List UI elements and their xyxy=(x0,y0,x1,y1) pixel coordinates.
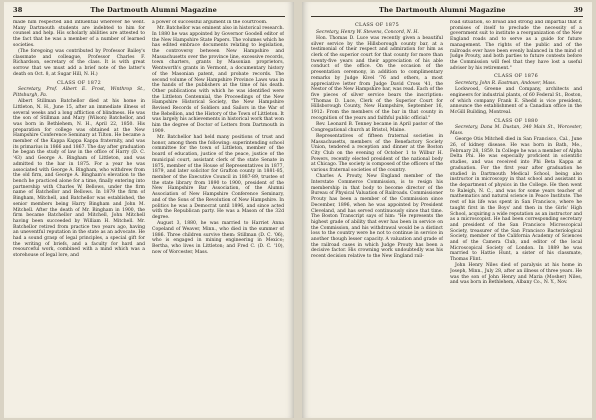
left-column-1 xyxy=(13,20,145,418)
paragraph: Mr. Batchellor had held many positions of trust and honor, among them the following: superintending school committee for the town of Littleton, member of the board of education, justice of the peace, justice of the municipal court, assistant clerk of the state Senate in 1875, member of the House of Representatives in 1877, 1879, and later solicitor for Grafton county in 1881-85, member of the Executive Council in 1887-89, trustee of the state library from 1890 to 1900, president of the New Hampshire Bar Association, of the Alumni Association of New Hampshire Conference Seminary, and of the Sons of the Revolution of New Hampshire. In politics he was a Democrat until 1896, and since acted with the Republican party. He was a Mason of the 32d degree. xyxy=(152,135,284,220)
paragraph: road situation, so broad and strong and impartial that it promises of itself to preclude the necessity of a government suit to institute a reorganization of the New England roads and to serve as a guide for future management. The rights of the public and of the railroads ever have been evenly balanced in the mind of Judge Prouty, and both parties to future contests before the Commission will feel that they have lost a useful adviser by his retirement." xyxy=(450,20,582,71)
paragraph: a power of successful argument in the courtroom. xyxy=(152,20,268,25)
right-column-1 xyxy=(311,20,443,418)
right-running-title: The Dartmouth Alumni Magazine xyxy=(379,6,506,14)
left-page-number: 38 xyxy=(13,6,23,14)
paragraph: August 3, 1880, he was married to Harriet Anna Copeland of Weaver, Minn., who died in the summer of 1886. Three children survive them: Stillman (D. C. '06), who is engaged in mining engineering in Mexico; Bertha, who lives in Littleton; and Fred C. (D. C. '10), now of Worcester, Mass. xyxy=(152,221,284,255)
right-column-2 xyxy=(450,20,582,418)
right-running-head xyxy=(311,6,583,17)
paragraph: made him respected and influential wherever he went. Many Dartmouth students are indebted to him for counsel and help. His scholarly abilities are attested to the fact that he was a member of a number of learned societies. xyxy=(13,20,145,48)
right-page-number: 39 xyxy=(573,6,583,14)
paragraph: (The foregoing was contributed by Professor Bailey's classmate and colleague, Professor Charles F. Richardson, secretary of the class. It is with great sorrow that we must add a brief note of the latter's death on Oct. 8, at Sugar Hill, N. H.) xyxy=(13,49,145,77)
paragraph: John Henry Niles died of paralysis at his home in Joseph, Minn., July 28, after an illness of three years. He was the son of John Henry and Maria (Mosher) Niles, and was born in Bethlehem, Albany Co., N. Y., Nov. xyxy=(450,263,582,286)
class-secretary-line: Secretary, Dana M. Dustan, 340 Main St., Worcester, Mass. xyxy=(450,125,582,137)
class-heading: CLASS OF 1880 xyxy=(494,117,538,124)
class-heading: CLASS OF 1875 xyxy=(355,22,399,28)
paragraph: Lockwood, Greene and Company, architects and engineers for industrial plants, of 60 Federal St., Boston, of which company Frank E. Shedd is vice president, announce the establishment of a Canadian office in the McGill Building, Montreal. xyxy=(450,87,582,116)
class-heading: CLASS OF 1872 xyxy=(57,79,101,86)
paragraph: Hon. Thomas D. Luce was recently given a beautiful silver service by the Hillsborough county bar, at a testimonial of their respect and admiration for him as clerk of the superior court for that county for more than twenty-five years and their appreciation of his able conduct of the office. On the occasion of the presentation ceremony, in addition to complimentary remarks by Judge Kivel '76 and others, a most appreciative letter from Judge David Cross '41, the Nestor of the New Hampshire bar, was read. Each of the five pieces of silver service bears the inscription: "Thomas D. Luce, Clerk of the Superior Court for Hillsborough County, New Hampshire, September 16, 1912: From the members of the bar in that county in recognition of the years and faithful public official." xyxy=(311,35,443,121)
class-secretary-line: Secretary, John R. Eastman, Andover, Mass. xyxy=(455,81,557,87)
right-page xyxy=(302,2,592,418)
left-column-2 xyxy=(152,20,284,418)
paragraph: George Otis Mitchell died in San Francisco, Cal., June 26, of kidney disease. He was born in Bath, Me., February 28, 1859. In College he was a member of Alpha Delta Phi. He was especially proficient in scientific studies, and was received into Phi Beta Kappa at graduation. For the first year after graduation he studied in Dartmouth Medical School, being also instructor in microscopy in that school and assistant in the department of physics in the College. He then went to Raleigh, N. C., and was for some years teacher of mathematics and natural science in Peace Institute. The rest of his life was spent in San Francisco, where he taught first in the Boys' and then in the Girls' High School, acquiring a wide reputation as an instructor and as a microscopist. He had been corresponding secretary and president of the San Francisco Microscopical Society, treasurer of the San Francisco Bacteriological Society, member of the California Academy of Sciences and of the Camera Club, and editor of the local Microscopical Society of London. In 1889 he was married to Hattie Hunt, a sister of his classmate, Thomas Flint. xyxy=(450,137,582,263)
paragraph: Mr. Batchellor was eminent also in historical research. In 1880 he was appointed by Governor Goodell editor of the New Hampshire State Papers. The volumes which he has edited embrace documents relating to legislation, the controversy between New Hampshire and Massachusetts over the province line, excessive records, town charters, grants by Masonian proprietors, Wentworth's grants in Vermont, a documentary history of the Masonian patent, and probate records. The second volume of New Hampshire Province Laws was in the hands of the publishers at the time of his death. Other publications with which he was identified were the Littleton Centennial, the Proceedings of the New Hampshire Historical Society, the New Hampshire Revised Records of Soldiers and Sailors in the War of the Rebellion, and the History of the Town of Littleton. It was largely his achievements in historical work that won him the degree of Doctor of Letters from Dartmouth in 1909. xyxy=(152,26,284,134)
class-heading: CLASS OF 1876 xyxy=(494,73,538,80)
paragraph: Rev. Leonard B. Tenney became in April pastor of the Congregational church at Bristol, Maine. xyxy=(311,121,443,133)
left-running-head xyxy=(13,6,285,17)
paragraph: Charles A. Prouty, New England member of the Interstate Commerce Commission, is to resign his membership in that body to become director of the Bureau of Physical Valuation of Railroads. Commissioner Prouty has been a member of the Commission since December, 1896, when he was appointed by President Cleveland, and has served continuously since that time. The Boston Transcript says of him: "He represents the highest grade of ability that ever has been in service on the Commission, and his withdrawal would be a distinct loss to the country were he not to continue in service in another though lesser capacity. A valuation and grade of the railroad cases in which Judge Prouty has been a decisive factor. His crowning work undoubtedly was his recent decision relative to the New England rail- xyxy=(311,174,443,260)
paragraph: Representatives of fifteen fraternal societies in Massachusetts, members of the Benefactory Society Union, tendered a reception and dinner at the Boston City Club on the evening of October 1 to Wilbur H. Powers, recently elected president of the national body at Chicago. The society is composed of the officers of the various fraternal societies of the country. xyxy=(311,133,443,174)
class-secretary-line: Secretary, Prof. Albert E. Frost, Winthrop St., Pittsburgh, Pa. xyxy=(13,87,145,98)
left-page xyxy=(4,2,294,418)
class-secretary-line: Secretary, Henry W. Stevens, Concord, N. H. xyxy=(316,29,419,35)
paragraph: Albert Stillman Batchellor died at his home in Littleton, N. H., June 15, after an immediate illness of several weeks and a long affliction of blindness. He was the son of Stillman and Mary (Wilson) Batchellor, and was born in Bethlehem, N. H., April 22, 1850. His preparation for college was obtained at the New Hampshire Conference Seminary at Tilton. He became a member of the Kappa Kappa Kappa fraternity, and was its primarius in 1866 and 1867. The day after graduation he began the study of law in the office of Harry (D. C. '43) and George A. Bingham of Littleton, and was admitted to the bar in 1875. For a year he was associated with George A. Bingham, who withdrew from the old firm, and George A. Bingham's elevation to the bench he practiced alone for a time, finally entering into partnership with Charles W. Bellows, under the firm name of Batchellor and Bellows. In 1879 the firm of Bingham, Mitchell, and Batchellor was established, the senior members being Harry Bingham and John M. Mitchell. After the death of Mr. Bingham in 1900, the firm became Batchellor and Mitchell, John Mitchell having been succeeded by William H. Mitchell. Mr. Batchellor retired from practice two years ago, having an uneventful reputation in the state as an advocate. He had a sound grasp of legal principles, a special gift for the writing of briefs, and a faculty for hard and resourceful work, combined with a mind which was a storehouse of legal lore, and xyxy=(13,99,145,259)
left-running-title: The Dartmouth Alumni Magazine xyxy=(90,6,217,14)
